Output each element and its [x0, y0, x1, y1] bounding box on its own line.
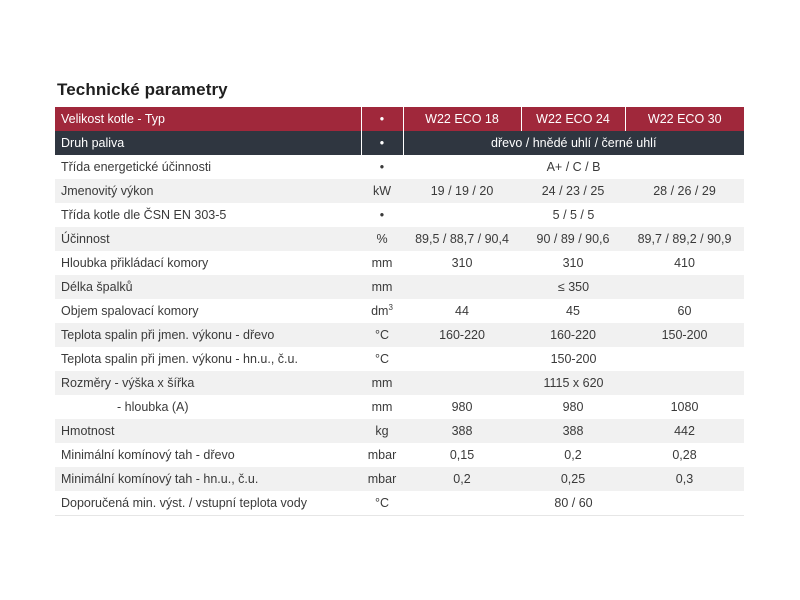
param-value: 90 / 89 / 90,6	[521, 227, 625, 251]
param-value: 410	[625, 251, 744, 275]
param-value: 0,2	[521, 443, 625, 467]
param-label: - hloubka (A)	[55, 395, 361, 419]
param-value: 45	[521, 299, 625, 323]
technical-parameters-table	[55, 107, 744, 516]
param-unit	[361, 203, 403, 227]
param-value: 980	[521, 395, 625, 419]
param-value: 60	[625, 299, 744, 323]
param-value: 388	[521, 419, 625, 443]
param-value: 160-220	[521, 323, 625, 347]
param-value: 442	[625, 419, 744, 443]
unit-text: °C	[374, 328, 390, 342]
unit-text: °C	[374, 496, 390, 510]
param-label: Hloubka přikládací komory	[55, 251, 361, 275]
param-value: 388	[403, 419, 521, 443]
param-label: Rozměry - výška x šířka	[55, 371, 361, 395]
param-value: 1080	[625, 395, 744, 419]
table-row	[55, 179, 744, 203]
param-value-all-models: A+ / C / B	[403, 155, 744, 179]
param-value: 89,7 / 89,2 / 90,9	[625, 227, 744, 251]
param-value-all-models: 150-200	[403, 347, 744, 371]
unit-text: dm	[371, 304, 389, 319]
param-unit	[361, 227, 403, 251]
param-value: 0,25	[521, 467, 625, 491]
param-unit	[361, 371, 403, 395]
table-row	[55, 155, 744, 179]
table-row	[55, 443, 744, 467]
table-row	[55, 227, 744, 251]
header-unit: •	[361, 107, 403, 131]
param-unit	[361, 179, 403, 203]
param-value: 0,2	[403, 467, 521, 491]
param-label: Teplota spalin při jmen. výkonu - dřevo	[55, 323, 361, 347]
param-unit	[361, 251, 403, 275]
fuel-value: dřevo / hnědé uhlí / černé uhlí	[403, 131, 744, 155]
param-label: Třída energetické účinnosti	[55, 155, 361, 179]
param-value-all-models: ≤ 350	[403, 275, 744, 299]
param-label: Minimální komínový tah - dřevo	[55, 443, 361, 467]
param-unit	[361, 299, 403, 323]
unit-text: %	[376, 232, 388, 246]
table-row	[55, 347, 744, 371]
param-unit	[361, 347, 403, 371]
param-label: Hmotnost	[55, 419, 361, 443]
param-value-all-models: 1115 x 620	[403, 371, 744, 395]
param-value-all-models: 5 / 5 / 5	[403, 203, 744, 227]
fuel-unit: •	[361, 131, 403, 155]
unit-text: mm	[371, 280, 393, 294]
param-value: 310	[403, 251, 521, 275]
unit-text: kg	[375, 424, 389, 438]
param-label: Minimální komínový tah - hn.u., č.u.	[55, 467, 361, 491]
unit-text: mm	[371, 376, 393, 390]
unit-text: mbar	[367, 472, 397, 486]
param-value: 150-200	[625, 323, 744, 347]
param-label: Teplota spalin při jmen. výkonu - hn.u., č.u.	[55, 347, 361, 371]
param-unit	[361, 395, 403, 419]
fuel-label: Druh paliva	[55, 131, 361, 155]
table-row	[55, 299, 744, 323]
param-value: 89,5 / 88,7 / 90,4	[403, 227, 521, 251]
param-label: Třída kotle dle ČSN EN 303-5	[55, 203, 361, 227]
param-unit	[361, 419, 403, 443]
param-value: 310	[521, 251, 625, 275]
unit-text: mbar	[367, 448, 397, 462]
table-row	[55, 275, 744, 299]
param-unit	[361, 467, 403, 491]
unit-text: •	[379, 208, 385, 222]
param-label: Jmenovitý výkon	[55, 179, 361, 203]
table-row	[55, 419, 744, 443]
table-row	[55, 323, 744, 347]
param-label: Doporučená min. výst. / vstupní teplota vody	[55, 491, 361, 516]
param-label: Délka špalků	[55, 275, 361, 299]
param-unit	[361, 323, 403, 347]
unit-text: mm	[371, 400, 393, 414]
table-row	[55, 395, 744, 419]
param-unit	[361, 443, 403, 467]
param-label: Objem spalovací komory	[55, 299, 361, 323]
param-value: 160-220	[403, 323, 521, 347]
param-value: 28 / 26 / 29	[625, 179, 744, 203]
unit-text: kW	[372, 184, 392, 198]
param-value: 980	[403, 395, 521, 419]
header-label: Velikost kotle - Typ	[55, 107, 361, 131]
param-value: 44	[403, 299, 521, 323]
param-unit	[361, 275, 403, 299]
page-title: Technické parametry	[57, 80, 228, 99]
model-w22-eco-30: W22 ECO 30	[625, 107, 744, 131]
param-label: Účinnost	[55, 227, 361, 251]
table-row	[55, 491, 744, 516]
fuel-row	[55, 131, 744, 155]
model-w22-eco-18: W22 ECO 18	[403, 107, 521, 131]
model-w22-eco-24: W22 ECO 24	[521, 107, 625, 131]
param-value: 0,3	[625, 467, 744, 491]
param-value: 0,28	[625, 443, 744, 467]
table-row	[55, 251, 744, 275]
unit-text: mm	[371, 256, 393, 270]
param-value: 19 / 19 / 20	[403, 179, 521, 203]
table-row	[55, 371, 744, 395]
param-value: 0,15	[403, 443, 521, 467]
unit-text: •	[379, 160, 385, 174]
table-row	[55, 203, 744, 227]
unit-text: °C	[374, 352, 390, 366]
table-header-row	[55, 107, 744, 131]
param-value: 24 / 23 / 25	[521, 179, 625, 203]
table-row	[55, 467, 744, 491]
unit-superscript: 3	[388, 303, 393, 313]
param-unit	[361, 491, 403, 516]
param-value-all-models: 80 / 60	[403, 491, 744, 516]
param-unit	[361, 155, 403, 179]
